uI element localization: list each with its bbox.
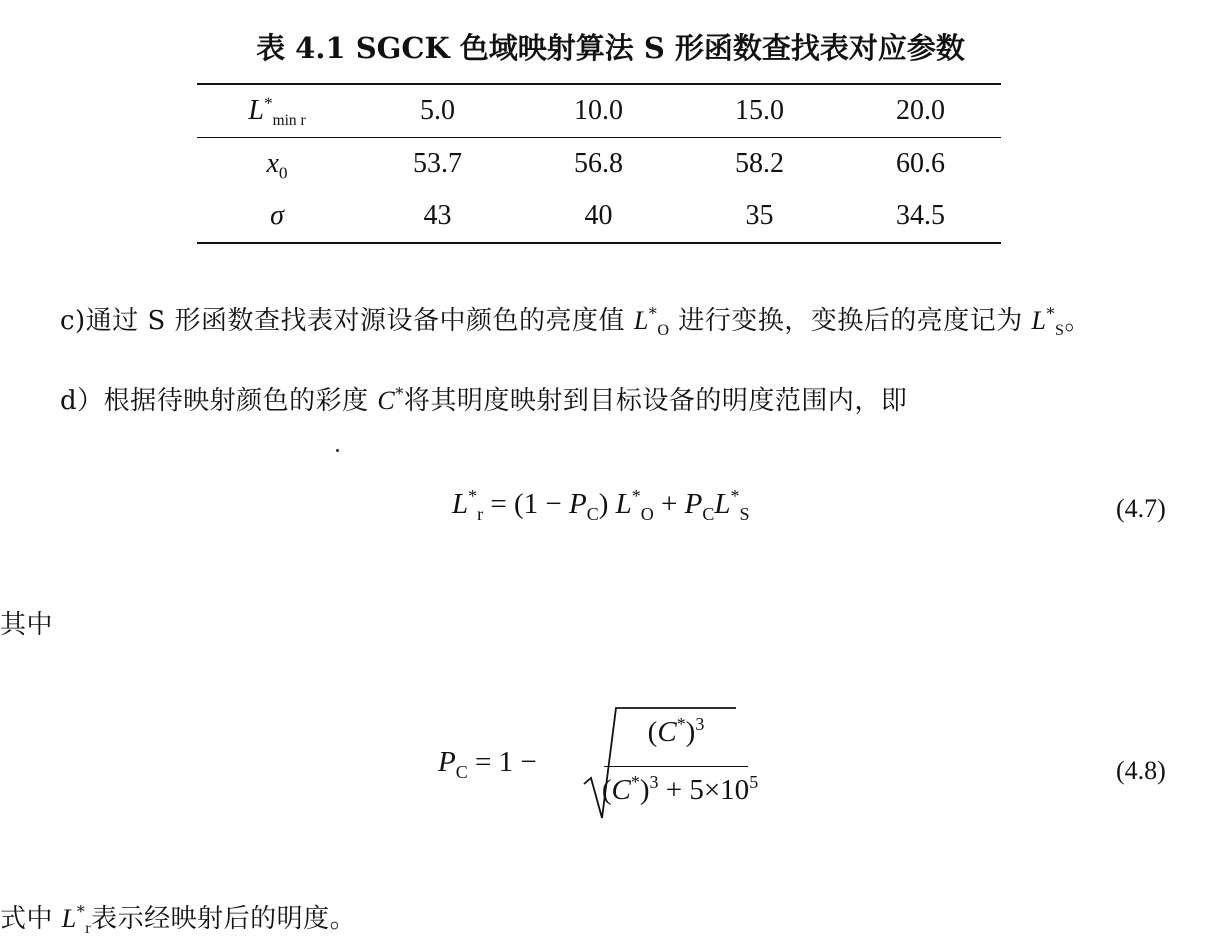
equation-number: (4.7) (1116, 494, 1166, 523)
parameter-table (197, 83, 1001, 244)
table-cell: 10.0 (518, 84, 679, 138)
eq48-lhs: $P_C = 1$ − (438, 746, 537, 782)
table-cell: 15.0 (679, 84, 840, 138)
equation-number: (4.8) (1116, 756, 1166, 785)
scan-dot (336, 449, 339, 452)
table-row (197, 138, 1001, 191)
table-cell: 58.2 (735, 148, 784, 179)
row-label: $L^*_{min r}$ (197, 84, 357, 138)
fraction-bar (604, 766, 748, 767)
where-label: 其中 (0, 610, 54, 640)
fraction-denominator: $(C^*)^3 + 5\times 10^5$ (601, 771, 759, 806)
paragraph-d: d）根据待映射颜色的彩度 C*将其明度映射到目标设备的明度范围内，即 (60, 384, 908, 416)
table-row (197, 190, 1001, 243)
paragraph-c: c)通过 S 形函数查找表对源设备中颜色的亮度值 $L^*_O$ 进行变换，变换后的亮度记为 $L^*_S$。 (60, 304, 1092, 340)
table-cell: 35 (679, 190, 840, 243)
table-cell: 34.5 (840, 190, 1001, 243)
table-cell: 5.0 (357, 84, 518, 138)
table-cell: 53.7 (413, 148, 462, 179)
table-cell: 20.0 (840, 84, 1001, 138)
fraction-numerator: $(C^*)^3$ (647, 713, 705, 748)
table-caption: 表 4.1 SGCK 色域映射算法 S 形函数查找表对应参数 (256, 31, 965, 65)
row-label: σ (197, 190, 357, 243)
table-cell: 40 (518, 190, 679, 243)
equation-4-7: $L^*_r = (1 - P_C) L^*_O + P_CL^*_S$ (452, 485, 750, 524)
final-line: 式中 $L^*_r$表示经映射后的明度。 (0, 902, 357, 938)
row-label: $x_0$ (266, 148, 288, 183)
table-cell: 60.6 (896, 148, 945, 179)
table-cell: 56.8 (574, 148, 623, 179)
table-row (197, 84, 1001, 138)
table-cell: 43 (357, 190, 518, 243)
